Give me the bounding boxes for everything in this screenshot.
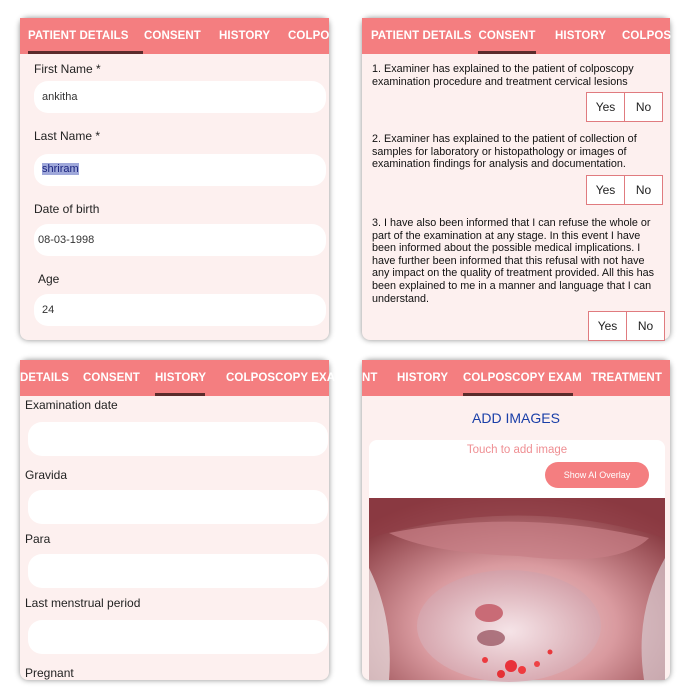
tab-label: COLPO bbox=[288, 30, 330, 42]
tab-bar bbox=[20, 360, 345, 396]
pregnant-label: Pregnant bbox=[25, 666, 74, 680]
tab-consent[interactable] bbox=[362, 360, 378, 396]
age-label: Age bbox=[38, 272, 60, 286]
active-tab-indicator bbox=[463, 393, 573, 396]
tab-history[interactable] bbox=[219, 18, 270, 54]
tab-bar bbox=[20, 18, 329, 54]
tab-consent[interactable] bbox=[83, 360, 140, 396]
consent-3-yes-button[interactable]: Yes bbox=[588, 311, 627, 341]
tab-consent[interactable] bbox=[478, 18, 536, 54]
consent-1-no-button[interactable]: No bbox=[624, 92, 663, 122]
touch-to-add-image[interactable]: Touch to add image bbox=[466, 444, 568, 456]
para-field[interactable] bbox=[28, 554, 328, 588]
first-name-value: ankitha bbox=[42, 91, 78, 103]
last-name-label: Last Name * bbox=[34, 129, 101, 143]
dob-value: 08-03-1998 bbox=[38, 234, 95, 246]
tab-label: CONSENT bbox=[83, 372, 140, 384]
consent-1-yes-button[interactable]: Yes bbox=[586, 92, 625, 122]
tab-label: CONSENT bbox=[144, 30, 201, 42]
last-menstrual-period-field[interactable] bbox=[28, 620, 328, 654]
tab-label: COLPOSCOPY EXAM bbox=[463, 372, 582, 384]
add-images-title: ADD IMAGES bbox=[472, 410, 560, 426]
active-tab-indicator bbox=[28, 51, 143, 54]
tab-history[interactable] bbox=[555, 18, 606, 54]
consent-question-3: 3. I have also been informed that I can refuse the whole or part of the examination at any stage. In this event I have been informed about the possible medical implications. I have further been informed that this refusal with not have any impact on the quality of treatment provided. All this has been explained to me in a manner and language that I can understand. bbox=[372, 217, 655, 305]
tab-label: HISTORY bbox=[219, 30, 271, 42]
tab-treatment[interactable] bbox=[591, 360, 662, 396]
examination-date-field[interactable] bbox=[28, 422, 328, 456]
tab-label: PATIENT DETAILS bbox=[28, 30, 129, 42]
tab-label: NT bbox=[362, 372, 378, 384]
tab-label: COLPOSCOPY EXAM bbox=[226, 372, 345, 384]
last-name-value: shriram bbox=[42, 163, 79, 175]
tab-bar bbox=[362, 360, 670, 396]
gravida-label: Gravida bbox=[25, 468, 68, 482]
first-name-field[interactable] bbox=[34, 81, 326, 113]
last-menstrual-period-label: Last menstrual period bbox=[25, 596, 141, 610]
para-label: Para bbox=[25, 532, 51, 546]
tab-colposcopy[interactable] bbox=[226, 360, 345, 396]
tab-label: DETAILS bbox=[20, 372, 70, 384]
tab-label: HISTORY bbox=[155, 372, 207, 384]
tab-patient-details[interactable] bbox=[20, 360, 69, 396]
patient-details-screen bbox=[20, 18, 329, 340]
gravida-field[interactable] bbox=[28, 490, 328, 524]
tab-label: COLPOS bbox=[622, 30, 672, 42]
tab-label: HISTORY bbox=[555, 30, 607, 42]
tab-label: TREATMENT bbox=[591, 372, 662, 384]
colposcopy-exam-screen bbox=[362, 360, 670, 680]
examination-date-label: Examination date bbox=[25, 398, 118, 412]
first-name-label: First Name * bbox=[34, 62, 101, 76]
consent-question-1: 1. Examiner has explained to the patient of colposcopy examination procedure and treatment cervical lesions bbox=[372, 63, 634, 88]
history-screen bbox=[20, 360, 345, 680]
last-name-field[interactable] bbox=[34, 154, 326, 186]
consent-screen bbox=[362, 18, 670, 340]
consent-question-2: 2. Examiner has explained to the patient of collection of samples for laboratory or histopathology or images of examination findings for analysis and documentation. bbox=[372, 133, 637, 171]
consent-3-no-button[interactable]: No bbox=[626, 311, 665, 341]
tab-label: CONSENT bbox=[478, 30, 536, 42]
cervix-photo bbox=[369, 498, 665, 680]
consent-2-yes-button[interactable]: Yes bbox=[586, 175, 625, 205]
tab-colposcopy[interactable] bbox=[622, 18, 671, 54]
active-tab-indicator bbox=[155, 393, 205, 396]
tab-patient-details[interactable] bbox=[28, 18, 143, 54]
tab-consent[interactable] bbox=[144, 18, 201, 54]
tab-label: HISTORY bbox=[397, 372, 449, 384]
dob-field[interactable] bbox=[34, 224, 326, 256]
show-ai-overlay-button[interactable]: Show AI Overlay bbox=[545, 462, 649, 488]
tab-colposcopy-exam[interactable] bbox=[463, 360, 582, 396]
age-field[interactable] bbox=[34, 294, 326, 326]
dob-label: Date of birth bbox=[34, 202, 100, 216]
image-card[interactable] bbox=[369, 440, 665, 680]
active-tab-indicator bbox=[478, 51, 536, 54]
age-value: 24 bbox=[42, 304, 55, 316]
tab-patient-details[interactable] bbox=[371, 18, 472, 54]
tab-history[interactable] bbox=[397, 360, 448, 396]
tab-colposcopy[interactable] bbox=[288, 18, 329, 54]
tab-history[interactable] bbox=[155, 360, 205, 396]
colposcopy-image bbox=[369, 498, 665, 680]
tab-label: PATIENT DETAILS bbox=[371, 30, 472, 42]
consent-2-no-button[interactable]: No bbox=[624, 175, 663, 205]
tab-bar bbox=[362, 18, 670, 54]
